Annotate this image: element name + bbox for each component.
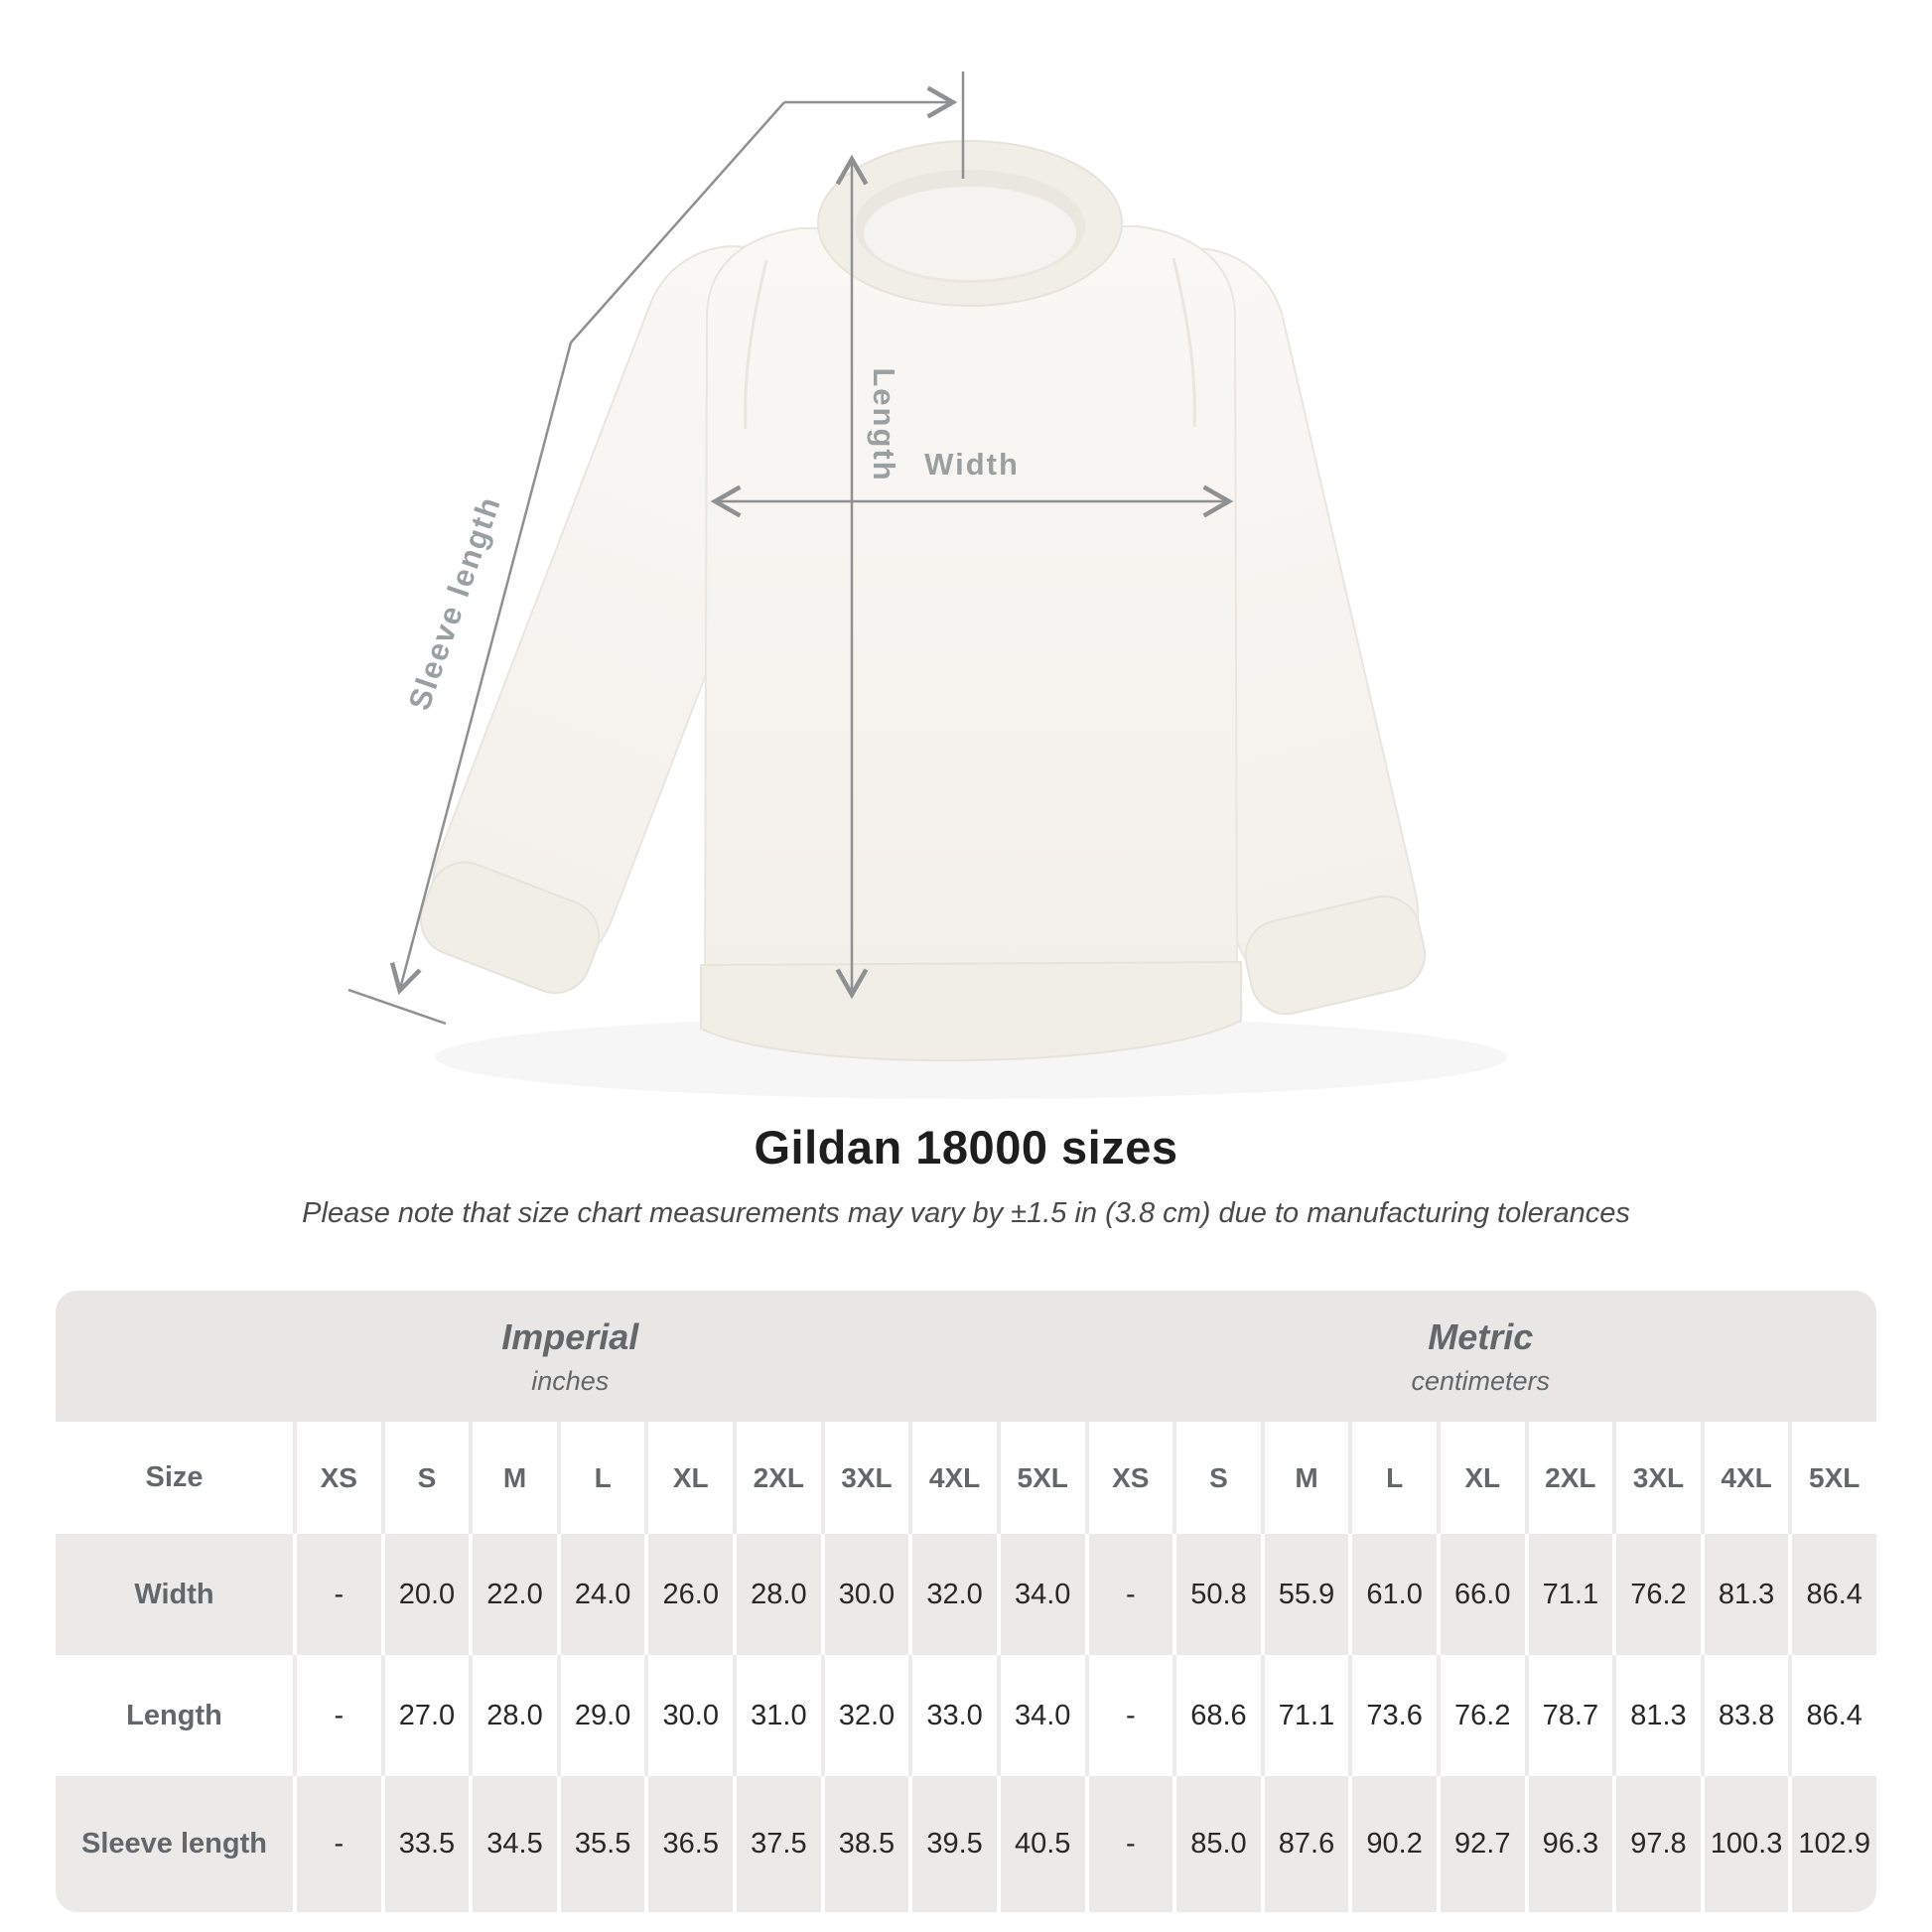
table-cell: 100.3 [1701,1776,1789,1912]
size-col-header: 2XL [1525,1422,1613,1534]
table-cell: 22.0 [469,1534,557,1655]
table-cell: 92.7 [1437,1776,1525,1912]
size-col-header: 2XL [733,1422,821,1534]
table-cell: 20.0 [381,1534,470,1655]
table-cell: 86.4 [1788,1534,1876,1655]
table-cell: - [1085,1655,1173,1776]
table-cell: - [293,1776,381,1912]
table-cell: - [1085,1534,1173,1655]
table-cell: 50.8 [1173,1534,1261,1655]
table-cell: 39.5 [908,1776,997,1912]
row-label: Width [56,1534,293,1655]
size-col-header: L [557,1422,645,1534]
size-col-header: 3XL [1612,1422,1701,1534]
size-col-header: XS [293,1422,381,1534]
sweatshirt-illustration [407,141,1507,1099]
size-col-header: S [381,1422,470,1534]
size-table [56,1291,1876,1912]
size-col-header: 4XL [1701,1422,1789,1534]
imperial-header-sublabel: inches [531,1365,610,1396]
table-cell: 55.9 [1261,1534,1349,1655]
table-cell: 32.0 [821,1655,909,1776]
table-cell: 34.0 [997,1534,1085,1655]
size-table-grid [56,1291,1876,1912]
size-col-header: S [1173,1422,1261,1534]
table-cell: 26.0 [644,1534,733,1655]
table-cell: 37.5 [733,1776,821,1912]
table-cell: - [293,1534,381,1655]
page-title: Gildan 18000 sizes [754,1121,1178,1173]
table-cell: 76.2 [1612,1534,1701,1655]
metric-header-sublabel: centimeters [1411,1365,1551,1396]
size-corner-label: Size [56,1422,293,1534]
table-cell: 76.2 [1437,1655,1525,1776]
size-col-header: 4XL [908,1422,997,1534]
table-cell: 71.1 [1525,1534,1613,1655]
size-col-header: 3XL [821,1422,909,1534]
table-cell: 68.6 [1173,1655,1261,1776]
table-cell: 97.8 [1612,1776,1701,1912]
table-cell: 85.0 [1173,1776,1261,1912]
size-col-header: M [1261,1422,1349,1534]
sleeve-measure-tick [348,990,446,1024]
table-cell: 33.5 [381,1776,470,1912]
table-cell: 87.6 [1261,1776,1349,1912]
length-label: Length [866,367,901,483]
size-col-header: XL [1437,1422,1525,1534]
table-cell: 86.4 [1788,1655,1876,1776]
table-cell: 28.0 [733,1534,821,1655]
table-cell: 61.0 [1348,1534,1437,1655]
table-cell: 31.0 [733,1655,821,1776]
table-cell: - [293,1655,381,1776]
table-cell: 90.2 [1348,1776,1437,1912]
size-col-header: L [1348,1422,1437,1534]
table-cell: 36.5 [644,1776,733,1912]
body-panel [705,226,1237,981]
table-cell: 102.9 [1788,1776,1876,1912]
row-label: Sleeve length [56,1776,293,1912]
imperial-header-label: Imperial [501,1315,639,1357]
table-cell: - [1085,1776,1173,1912]
table-cell: 24.0 [557,1534,645,1655]
table-cell: 96.3 [1525,1776,1613,1912]
table-cell: 66.0 [1437,1534,1525,1655]
size-col-header: M [469,1422,557,1534]
size-col-header: XS [1085,1422,1173,1534]
table-cell: 38.5 [821,1776,909,1912]
imperial-header [56,1291,1085,1422]
table-cell: 33.0 [908,1655,997,1776]
table-cell: 34.5 [469,1776,557,1912]
table-cell: 83.8 [1701,1655,1789,1776]
table-cell: 30.0 [644,1655,733,1776]
metric-header [1085,1291,1877,1422]
table-cell: 81.3 [1701,1534,1789,1655]
width-label: Width [924,447,1020,483]
table-cell: 34.0 [997,1655,1085,1776]
table-cell: 27.0 [381,1655,470,1776]
size-col-header: XL [644,1422,733,1534]
table-cell: 28.0 [469,1655,557,1776]
sleeve-length-label: Sleeve length [401,490,508,715]
size-col-header: 5XL [1788,1422,1876,1534]
table-cell: 71.1 [1261,1655,1349,1776]
table-cell: 29.0 [557,1655,645,1776]
table-cell: 30.0 [821,1534,909,1655]
metric-header-label: Metric [1428,1315,1534,1357]
row-label: Length [56,1655,293,1776]
table-cell: 40.5 [997,1776,1085,1912]
table-cell: 81.3 [1612,1655,1701,1776]
table-cell: 73.6 [1348,1655,1437,1776]
table-cell: 32.0 [908,1534,997,1655]
tolerance-note: Please note that size chart measurements may vary by ±1.5 in (3.8 cm) due to manufacturing tolerances [302,1197,1630,1229]
table-cell: 35.5 [557,1776,645,1912]
table-cell: 78.7 [1525,1655,1613,1776]
size-col-header: 5XL [997,1422,1085,1534]
